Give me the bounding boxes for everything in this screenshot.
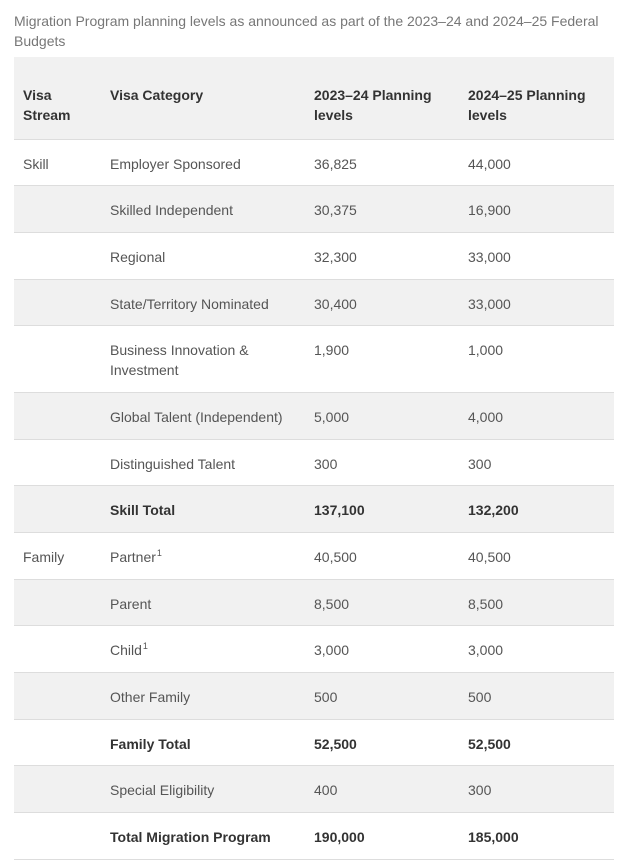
cell-2023-24: 1,900	[305, 326, 459, 393]
category-label: Global Talent (Independent)	[110, 408, 283, 425]
header-visa-category: Visa Category	[101, 57, 305, 139]
category-label: Distinguished Talent	[110, 455, 236, 472]
cell-2024-25: 40,500	[459, 533, 614, 580]
table-row	[14, 232, 614, 279]
category-label: Family Total	[110, 735, 191, 752]
header-visa-stream: Visa Stream	[14, 57, 101, 139]
table-row	[14, 279, 614, 326]
cell-2023-24: 32,300	[305, 232, 459, 279]
cell-visa-category	[101, 626, 305, 673]
cell-2023-24: 400	[305, 766, 459, 813]
cell-visa-category	[101, 719, 305, 766]
cell-2024-25: 500	[459, 673, 614, 720]
cell-2023-24: 52,500	[305, 719, 459, 766]
table-row-grand-total	[14, 813, 614, 860]
category-label: Employer Sponsored	[110, 155, 241, 172]
cell-visa-stream	[14, 439, 101, 486]
table-row	[14, 439, 614, 486]
category-label: Business Innovation & Investment	[110, 342, 249, 379]
cell-2024-25: 52,500	[459, 719, 614, 766]
table-row-skill-total	[14, 486, 614, 533]
cell-visa-stream	[14, 813, 101, 860]
table-header	[14, 57, 614, 139]
cell-2023-24: 190,000	[305, 813, 459, 860]
cell-2023-24: 5,000	[305, 392, 459, 439]
cell-2024-25: 132,200	[459, 486, 614, 533]
cell-visa-category	[101, 139, 305, 186]
cell-visa-stream	[14, 579, 101, 626]
cell-visa-stream	[14, 486, 101, 533]
cell-2024-25: 300	[459, 766, 614, 813]
cell-visa-category	[101, 533, 305, 580]
table-row-family-total	[14, 719, 614, 766]
footnote-marker: 1	[142, 641, 148, 652]
category-label: Partner	[110, 549, 156, 565]
table-row	[14, 533, 614, 580]
cell-2024-25: 1,000	[459, 326, 614, 393]
cell-2024-25: 300	[459, 439, 614, 486]
cell-2023-24: 300	[305, 439, 459, 486]
cell-visa-category	[101, 439, 305, 486]
cell-visa-stream	[14, 232, 101, 279]
table-row	[14, 392, 614, 439]
cell-visa-stream	[14, 326, 101, 393]
cell-2024-25: 3,000	[459, 626, 614, 673]
cell-2024-25: 8,500	[459, 579, 614, 626]
cell-visa-category	[101, 673, 305, 720]
cell-2023-24: 137,100	[305, 486, 459, 533]
cell-2023-24: 36,825	[305, 139, 459, 186]
footnote-marker: 1	[156, 548, 162, 558]
cell-visa-category	[101, 326, 305, 393]
header-row	[14, 57, 614, 139]
cell-2024-25: 4,000	[459, 392, 614, 439]
header-2023-24-levels: 2023–24 Planning levels	[305, 57, 459, 139]
table-row	[14, 139, 614, 186]
cell-2024-25: 33,000	[459, 279, 614, 326]
cell-visa-category	[101, 392, 305, 439]
cell-visa-stream	[14, 186, 101, 233]
cell-2023-24: 3,000	[305, 626, 459, 673]
cell-2024-25: 16,900	[459, 186, 614, 233]
cell-visa-stream	[14, 392, 101, 439]
category-label: Regional	[110, 248, 166, 265]
table-row	[14, 766, 614, 813]
category-label: Special Eligibility	[110, 782, 215, 799]
cell-visa-category	[101, 232, 305, 279]
cell-2023-24: 8,500	[305, 579, 459, 626]
cell-visa-stream	[14, 279, 101, 326]
cell-visa-category	[101, 766, 305, 813]
cell-visa-stream	[14, 719, 101, 766]
cell-visa-category	[101, 186, 305, 233]
cell-2023-24: 30,375	[305, 186, 459, 233]
cell-visa-category	[101, 579, 305, 626]
cell-2024-25: 185,000	[459, 813, 614, 860]
cell-2023-24: 30,400	[305, 279, 459, 326]
cell-2024-25: 33,000	[459, 232, 614, 279]
cell-visa-stream	[14, 673, 101, 720]
table-row	[14, 626, 614, 673]
category-label: State/Territory Nominated	[110, 295, 269, 312]
cell-visa-stream: Skill	[14, 139, 101, 186]
table-row	[14, 326, 614, 393]
category-label: Other Family	[110, 689, 191, 706]
cell-2024-25: 44,000	[459, 139, 614, 186]
cell-visa-stream	[14, 626, 101, 673]
category-label: Skilled Independent	[110, 202, 233, 219]
table-row	[14, 673, 614, 720]
category-label: Parent	[110, 595, 152, 612]
header-2024-25-levels: 2024–25 Planning levels	[459, 57, 614, 139]
cell-visa-stream	[14, 766, 101, 813]
category-label: Skill Total	[110, 502, 176, 519]
table-body	[14, 139, 614, 859]
cell-visa-category	[101, 813, 305, 860]
cell-visa-stream: Family	[14, 533, 101, 580]
cell-visa-category	[101, 279, 305, 326]
table-caption: Migration Program planning levels as announced as part of the 2023–24 and 2024–25 Federal Budgets	[14, 13, 599, 49]
table-row	[14, 579, 614, 626]
cell-2023-24: 500	[305, 673, 459, 720]
category-label: Total Migration Program	[110, 829, 271, 846]
cell-visa-category	[101, 486, 305, 533]
table-row	[14, 186, 614, 233]
cell-2023-24: 40,500	[305, 533, 459, 580]
category-label: Child	[110, 642, 142, 659]
migration-planning-table	[14, 57, 614, 860]
